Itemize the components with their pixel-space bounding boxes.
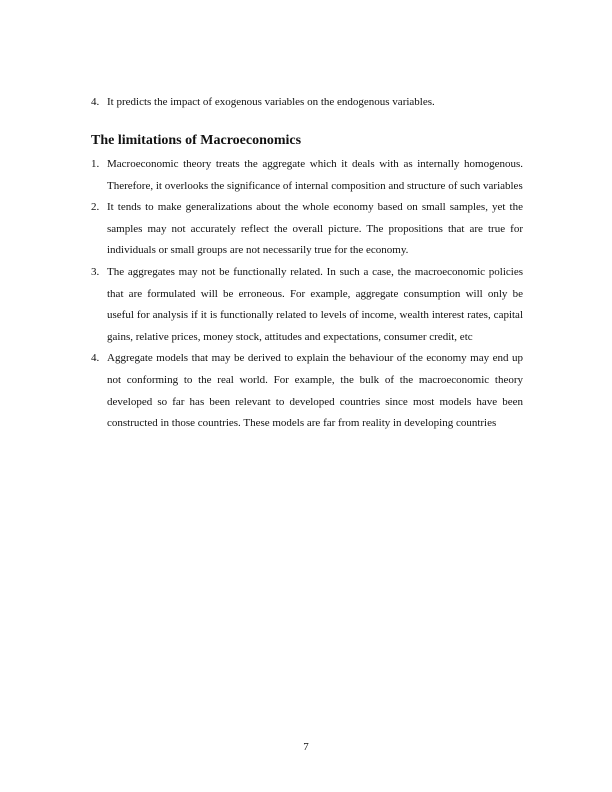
- list-item-text: The aggregates may not be functionally related. In such a case, the macroeconomic policies that are formulated will be erroneous. For example, aggregate consumption will only be useful for analysis if it is functionally related to levels of income, wealth interest rates, capital gains, relative prices, money stock, attitudes and expectations, consumer credit, etc: [107, 265, 523, 343]
- list-item-number: 1.: [91, 158, 100, 170]
- list-item-text: Macroeconomic theory treats the aggregate which it deals with as internally homogenous. Therefore, it overlooks the significance of internal composition and structure of such variables: [107, 158, 523, 192]
- page-number: 7: [303, 741, 309, 753]
- limitations-list: [91, 154, 523, 435]
- list-item-number: 4.: [91, 352, 100, 365]
- list-item-text: Aggregate models that may be derived to explain the behaviour of the economy may end up not conforming to the real world. For example, the bulk of the macroeconomic theory developed so far has been relevant to developed countries since most models have been constructed in those countries. These models are far from reality in developing countries: [107, 352, 523, 430]
- list-item-number: 4.: [91, 96, 100, 108]
- list-item: [91, 348, 523, 434]
- list-item-number: 3.: [91, 265, 100, 278]
- list-item-text: It predicts the impact of exogenous variables on the endogenous variables.: [107, 96, 435, 108]
- section-heading: The limitations of Macroeconomics: [91, 133, 302, 148]
- list-item: [91, 154, 523, 197]
- intro-list-item: [91, 92, 531, 113]
- list-item-text: It tends to make generalizations about the whole economy based on small samples, yet the samples may not accurately reflect the overall picture. The propositions that are true for individuals or small groups are not necessarily true for the economy.: [107, 201, 523, 257]
- list-item: [91, 262, 523, 348]
- list-item-number: 2.: [91, 201, 100, 214]
- list-item: [91, 197, 523, 262]
